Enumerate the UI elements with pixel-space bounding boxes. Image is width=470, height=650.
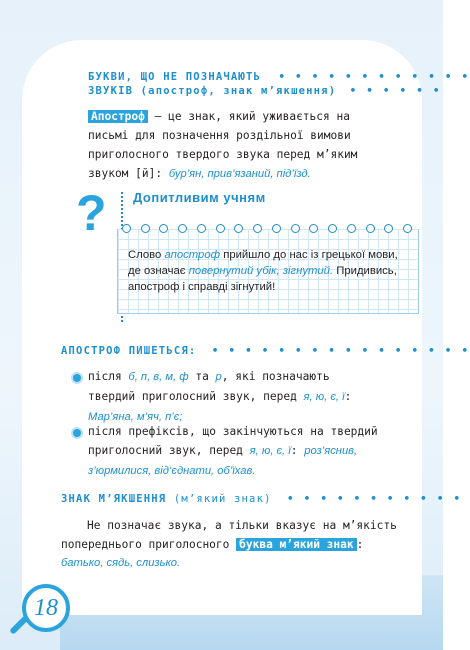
section-heading-apostrophe-rules bbox=[61, 345, 470, 357]
rule-item-2 bbox=[88, 422, 378, 481]
ring-icon bbox=[309, 224, 318, 233]
ring-icon bbox=[234, 224, 243, 233]
ring-icon bbox=[384, 224, 393, 233]
note-meaning: повернутий убік, зігнутий. bbox=[188, 265, 334, 277]
footer-subject: українська мова bbox=[105, 598, 300, 614]
soft-sign-definition bbox=[61, 516, 401, 573]
rule-text: після bbox=[88, 370, 129, 383]
ring-icon bbox=[403, 224, 412, 233]
rule-vowels: я, ю, є, ї bbox=[303, 391, 345, 403]
apostrophe-definition bbox=[88, 107, 378, 184]
rule-examples: роз’яснив, з’юрмилися, від’єднати, об’їхав. bbox=[88, 445, 358, 477]
ring-icon bbox=[328, 224, 337, 233]
rule-text: та bbox=[188, 370, 216, 383]
note-term: апостроф bbox=[164, 249, 221, 261]
bullet-icon bbox=[73, 374, 81, 382]
rule-text: : bbox=[290, 444, 305, 457]
ring-icon bbox=[159, 224, 168, 233]
ring-icon bbox=[291, 224, 300, 233]
rule-letter: р bbox=[215, 371, 222, 383]
rule-item-1 bbox=[88, 367, 378, 427]
rule-letters: б, п, в, м, ф bbox=[128, 371, 189, 383]
heading-dots: • • • • • • • • • • • • • • • • bbox=[211, 345, 470, 357]
rule-vowels: я, ю, є, ї bbox=[249, 445, 291, 457]
section-heading-soft-sign-main: ЗНАК М’ЯКШЕННЯ bbox=[61, 493, 167, 505]
note-text-part: Придивись, апостроф і справді зігнутий! bbox=[128, 265, 397, 293]
section-heading-soft-sign-sub: (м’який знак) bbox=[166, 493, 272, 505]
ring-icon bbox=[141, 224, 150, 233]
ring-icon bbox=[272, 224, 281, 233]
section-heading-apostrophe: АПОСТРОФ ПИШЕТЬСЯ: bbox=[61, 345, 197, 357]
curious-note-text bbox=[128, 247, 410, 295]
section-heading-letters-line2 bbox=[88, 85, 441, 97]
soft-sign-colon: : bbox=[356, 538, 364, 551]
soft-sign-text: Не позначає звука, а тільки вказує на м’якість попереднього приголосного bbox=[61, 519, 397, 551]
heading-dots: • • • • • • • • • • • bbox=[287, 493, 462, 505]
bullet-icon bbox=[73, 429, 81, 437]
page-number: 18 bbox=[22, 584, 70, 632]
section-heading-soft-sign bbox=[61, 493, 462, 505]
heading-dots-2: • • • • • • bbox=[349, 85, 442, 97]
section-heading-line2: ЗВУКІВ (апостроф, знак м’якшення) bbox=[88, 85, 337, 97]
curious-title: Допитливим учням bbox=[133, 190, 266, 205]
ring-icon bbox=[366, 224, 375, 233]
question-mark-icon: ? bbox=[76, 185, 107, 241]
note-text-part: прийшло до нас із грецької мови, де означає bbox=[128, 249, 398, 277]
ring-icon bbox=[178, 224, 187, 233]
ring-icon bbox=[216, 224, 225, 233]
soft-sign-highlight: буква м’який знак bbox=[236, 538, 357, 551]
note-text-part: Слово bbox=[128, 249, 165, 261]
apostrophe-definition-text: — це знак, який уживається на письмі для позначення роздільної вимови приголосного твердого звука перед м’яким звуком [й]: bbox=[88, 110, 358, 180]
ring-icon bbox=[253, 224, 262, 233]
apostrophe-examples: бур’ян, прив’язаний, під’їзд. bbox=[168, 168, 311, 180]
ring-icon bbox=[122, 224, 131, 233]
heading-dots: • • • • • • • • • • • • bbox=[278, 71, 470, 83]
section-heading-letters bbox=[88, 71, 470, 83]
rule-text: після префіксів, що закінчуються на твердий приголосний звук, перед bbox=[88, 425, 378, 457]
soft-sign-examples: батько, сядь, слизько. bbox=[61, 557, 181, 569]
rule-examples: Мар’яна, м’яч, п’є; bbox=[88, 411, 183, 423]
rule-text: : bbox=[344, 390, 352, 403]
notebook-rings bbox=[117, 224, 417, 236]
ring-icon bbox=[197, 224, 206, 233]
section-heading-line1: БУКВИ, ЩО НЕ ПОЗНАЧАЮТЬ bbox=[88, 71, 261, 83]
ring-icon bbox=[347, 224, 356, 233]
rule-text: , які позначають твердий приголосний звук, перед bbox=[88, 370, 330, 403]
apostrophe-term: Апостроф bbox=[88, 110, 148, 123]
